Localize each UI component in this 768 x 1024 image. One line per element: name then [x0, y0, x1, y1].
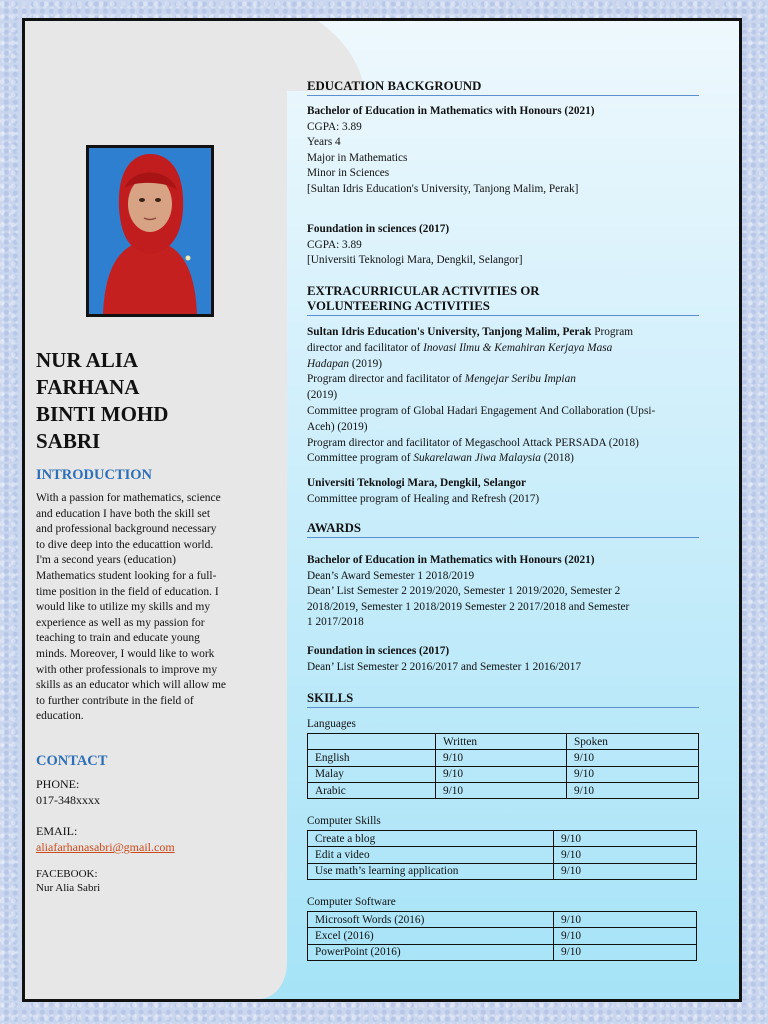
- extracurricular-title: [307, 284, 699, 316]
- upsi-third-a: Committee program of Global Hadari Engagement And Collaboration (Upsi-: [307, 404, 656, 417]
- portrait-image: [89, 148, 211, 314]
- table-cell: 9/10: [554, 863, 697, 879]
- upsi-activities: [307, 325, 699, 467]
- intro-line: Mathematics student looking for a full-: [36, 569, 217, 582]
- award-line: 1 2017/2018: [307, 616, 364, 628]
- intro-line: and professional background necessary: [36, 523, 217, 536]
- education-degree: [307, 104, 699, 197]
- awards-foundation: [307, 644, 699, 675]
- name-line: BINTI MOHD: [36, 402, 169, 426]
- table-cell: 9/10: [567, 750, 699, 766]
- intro-line: with other professionals to improve my: [36, 663, 218, 676]
- awards-degree-heading: Bachelor of Education in Mathematics with Honours (2021): [307, 554, 595, 566]
- table-cell: 9/10: [554, 912, 697, 928]
- degree-line: Years 4: [307, 136, 341, 148]
- intro-line: to further contribute in the field of: [36, 694, 194, 707]
- foundation-heading: Foundation in sciences (2017): [307, 223, 450, 235]
- table-cell: 9/10: [567, 782, 699, 798]
- table-header-cell: Written: [436, 734, 567, 750]
- intro-line: time position in the field of education. I: [36, 585, 219, 598]
- table-row: [308, 944, 697, 960]
- table-row: [308, 766, 699, 782]
- introduction-title: INTRODUCTION: [36, 467, 153, 483]
- table-cell: 9/10: [436, 766, 567, 782]
- skills-title: SKILLS: [307, 691, 699, 708]
- intro-line: teaching to train and educate young: [36, 632, 200, 645]
- intro-line: skills as an educator which will allow me: [36, 679, 227, 692]
- full-name: [36, 347, 276, 455]
- upsi-first-a: Program: [594, 326, 634, 338]
- upsi-first-italic: Inovasi Ilmu & Kemahiran Kerjaya Masa: [423, 341, 613, 354]
- computer-software-table: [307, 911, 697, 961]
- uitm-heading: Universiti Teknologi Mara, Dengkil, Selangor: [307, 477, 527, 489]
- introduction-text: [36, 491, 268, 725]
- upsi-second-italic: Mengejar Seribu Impian: [464, 373, 576, 386]
- table-cell: Malay: [308, 766, 436, 782]
- table-cell: Microsoft Words (2016): [308, 912, 554, 928]
- education-foundation: [307, 222, 699, 269]
- facebook-label: FACEBOOK:: [36, 868, 98, 880]
- table-cell: 9/10: [554, 928, 697, 944]
- upsi-fifth-year: (2018): [543, 452, 574, 465]
- upsi-fifth-italic: Sukarelawan Jiwa Malaysia: [413, 452, 541, 465]
- table-row: [308, 831, 697, 847]
- upsi-first-end: [307, 357, 699, 373]
- table-row: [308, 847, 697, 863]
- computer-skills-label: Computer Skills: [307, 815, 381, 827]
- upsi-first: [307, 325, 699, 341]
- name-line: FARHANA: [36, 375, 140, 399]
- facebook-name: Nur Alia Sabri: [36, 882, 101, 894]
- contact-title: CONTACT: [36, 753, 108, 769]
- upsi-first-b: director and facilitator of: [307, 341, 421, 354]
- upsi-third-b: Aceh) (2019): [307, 420, 368, 433]
- degree-line: Minor in Sciences: [307, 167, 390, 179]
- email-label: EMAIL:: [36, 824, 78, 838]
- upsi-second: [307, 372, 699, 388]
- degree-line: CGPA: 3.89: [307, 120, 362, 133]
- table-cell: 9/10: [554, 831, 697, 847]
- table-cell: 9/10: [554, 847, 697, 863]
- awards-foundation-heading: Foundation in sciences (2017): [307, 645, 450, 657]
- upsi-first-year: (2019): [351, 357, 383, 370]
- intro-line: would like to utilize my skills and my: [36, 601, 211, 614]
- upsi-fifth-pre: Committee program of: [307, 452, 411, 465]
- degree-line: [Sultan Idris Education's University, Tanjong Malim, Perak]: [307, 182, 579, 195]
- email-link[interactable]: aliafarhanasabri@gmail.com: [36, 840, 175, 854]
- computer-skills-table: [307, 830, 697, 880]
- intro-line: and education I have both the skill set: [36, 507, 211, 520]
- table-cell: English: [308, 750, 436, 766]
- name-line: NUR ALIA: [36, 348, 139, 372]
- intro-line: experience as well as my passion for: [36, 616, 205, 629]
- award-line: Dean’ List Semester 2 2016/2017 and Semester 1 2016/2017: [307, 660, 582, 673]
- extracurricular-title-line: EXTRACURRICULAR ACTIVITIES OR: [307, 284, 540, 298]
- phone-number: 017-348xxxx: [36, 793, 100, 807]
- table-cell: Arabic: [308, 782, 436, 798]
- name-line: SABRI: [36, 429, 101, 453]
- award-line: Dean’s Award Semester 1 2018/2019: [307, 569, 475, 582]
- table-row: [308, 863, 697, 879]
- table-cell: Create a blog: [308, 831, 554, 847]
- award-line: Dean’ List Semester 2 2019/2020, Semester 1 2019/2020, Semester 2: [307, 585, 621, 597]
- profile-photo: [86, 145, 214, 317]
- phone-label: PHONE:: [36, 777, 80, 791]
- resume-page: [22, 18, 742, 1002]
- education-title: EDUCATION BACKGROUND: [307, 79, 699, 96]
- table-cell: PowerPoint (2016): [308, 944, 554, 960]
- table-header-cell: [308, 734, 436, 750]
- computer-software-label: Computer Software: [307, 896, 396, 908]
- intro-line: to dive deep into the educattion world.: [36, 538, 214, 551]
- table-header-row: [308, 734, 699, 750]
- table-cell: Use math’s learning application: [308, 863, 554, 879]
- table-row: [308, 782, 699, 798]
- table-cell: Edit a video: [308, 847, 554, 863]
- table-cell: 9/10: [567, 766, 699, 782]
- award-line: 2018/2019, Semester 1 2018/2019 Semester 2 2017/2018 and Semester: [307, 600, 630, 613]
- foundation-line: [Universiti Teknologi Mara, Dengkil, Selangor]: [307, 254, 523, 266]
- extracurricular-title-line: VOLUNTEERING ACTIVITIES: [307, 299, 490, 313]
- upsi-first-cont: [307, 341, 699, 357]
- table-cell: Excel (2016): [308, 928, 554, 944]
- upsi-fourth: Program director and facilitator of Megaschool Attack PERSADA (2018): [307, 436, 639, 449]
- table-row: [308, 750, 699, 766]
- intro-line: With a passion for mathematics, science: [36, 492, 221, 504]
- intro-line: I'm a second years (education): [36, 554, 177, 567]
- intro-line: minds. Moreover, I would like to work: [36, 647, 215, 660]
- upsi-second-year: (2019): [307, 389, 338, 402]
- upsi-second-pre: Program director and facilitator of: [307, 373, 462, 386]
- upsi-fifth: [307, 451, 699, 467]
- table-header-cell: Spoken: [567, 734, 699, 750]
- awards-title: AWARDS: [307, 521, 699, 538]
- degree-line: Major in Mathematics: [307, 151, 408, 164]
- table-cell: 9/10: [436, 782, 567, 798]
- degree-heading: Bachelor of Education in Mathematics with Honours (2021): [307, 105, 595, 117]
- table-cell: 9/10: [554, 944, 697, 960]
- table-row: [308, 912, 697, 928]
- awards-degree: [307, 553, 699, 631]
- intro-line: education.: [36, 710, 84, 723]
- uitm-line: Committee program of Healing and Refresh (2017): [307, 492, 540, 505]
- languages-table: [307, 733, 699, 799]
- table-cell: 9/10: [436, 750, 567, 766]
- uitm-activities: [307, 476, 699, 507]
- foundation-line: CGPA: 3.89: [307, 238, 362, 251]
- table-row: [308, 928, 697, 944]
- upsi-heading: Sultan Idris Education's University, Tanjong Malim, Perak: [307, 326, 592, 338]
- upsi-first-italic2: Hadapan: [307, 357, 350, 370]
- languages-label: Languages: [307, 718, 356, 730]
